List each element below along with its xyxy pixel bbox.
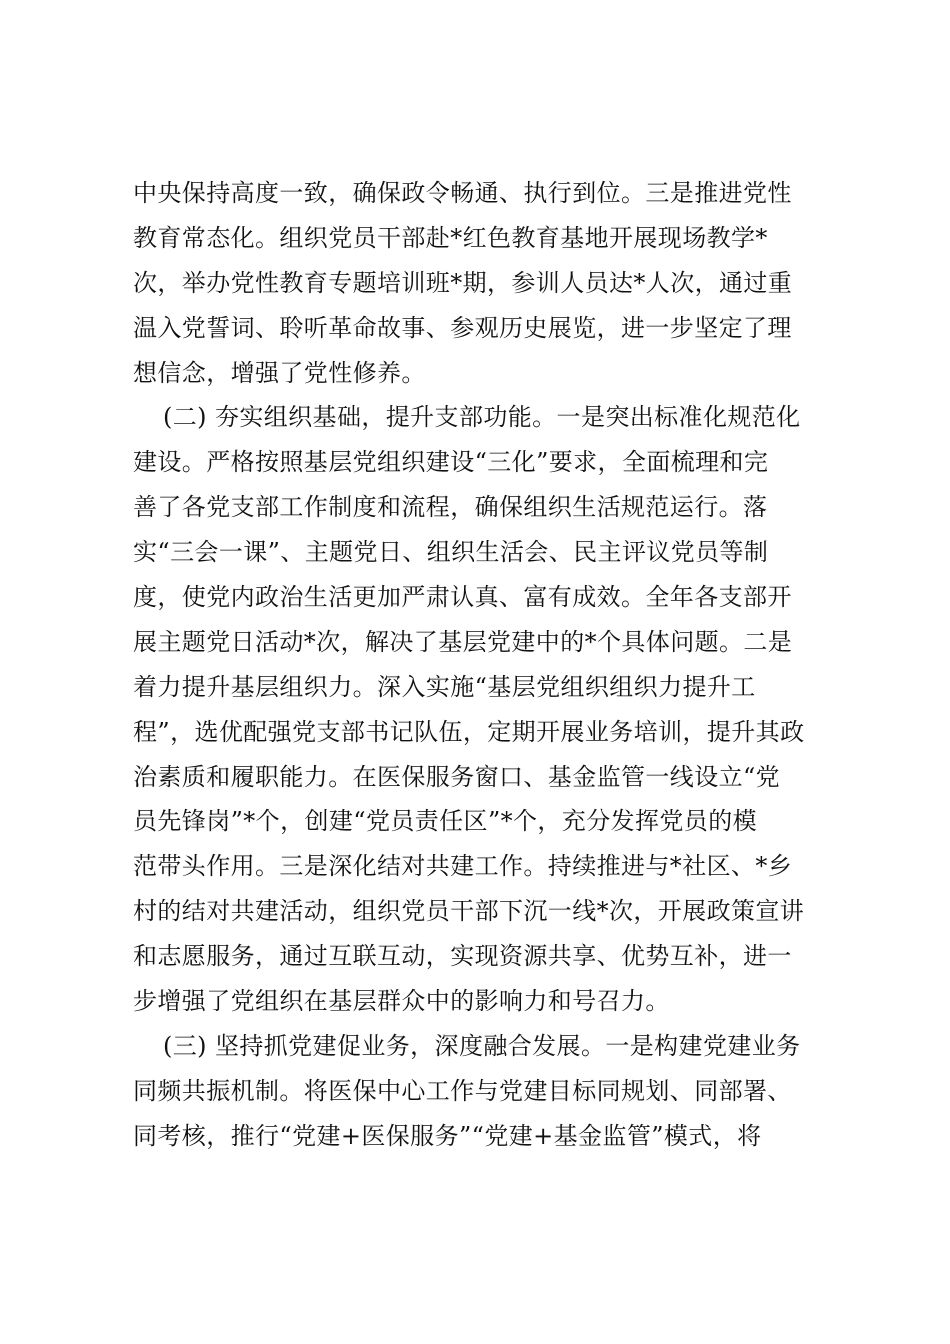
text-line: 和志愿服务，通过互联互动，实现资源共享、优势互补，进一 (133, 942, 792, 971)
text-line: 同频共振机制。将医保中心工作与党建目标同规划、同部署、 (133, 1076, 792, 1105)
text-line: 范带头作用。三是深化结对共建工作。持续推进与*社区、*乡 (133, 852, 793, 881)
text-line: 展主题党日活动*次，解决了基层党建中的*个具体问题。二是 (133, 627, 793, 656)
text-line: 教育常态化。组织党员干部赴*红色教育基地开展现场教学* (133, 223, 768, 252)
text-line: 中央保持高度一致，确保政令畅通、执行到位。三是推进党性 (133, 179, 792, 207)
text-line: 实“三会一课”、主题党日、组织生活会、民主评议党员等制 (133, 538, 769, 567)
text-line: 员先锋岗”*个，创建“党员责任区”*个，充分发挥党员的模 (133, 807, 758, 836)
text-line: 同考核，推行“党建+医保服务”“党建+基金监管”模式，将 (133, 1121, 762, 1150)
text-line: 村的结对共建活动，组织党员干部下沉一线*次，开展政策宣讲 (133, 897, 805, 926)
text-line: 程”，选优配强党支部书记队伍，定期开展业务培训，提升其政 (133, 717, 805, 746)
text-line: (三) 坚持抓党建促业务，深度融合发展。一是构建党建业务 (163, 1031, 801, 1060)
text-line: 步增强了党组织在基层群众中的影响力和号召力。 (133, 987, 670, 1016)
text-line: 善了各党支部工作制度和流程，确保组织生活规范运行。落 (133, 493, 768, 522)
text-line: 度，使党内政治生活更加严肃认真、富有成效。全年各支部开 (133, 583, 792, 612)
text-line: 次，举办党性教育专题培训班*期，参训人员达*人次，通过重 (133, 268, 793, 297)
text-line: 治素质和履职能力。在医保服务窗口、基金监管一线设立“党 (133, 762, 781, 791)
body-text (133, 171, 833, 1159)
text-line: 着力提升基层组织力。深入实施“基层党组织组织力提升工 (133, 672, 756, 701)
text-line: 温入党誓词、聆听革命故事、参观历史展览，进一步坚定了理 (133, 313, 792, 342)
text-line: 想信念，增强了党性修养。 (133, 358, 426, 387)
text-line: 建设。严格按照基层党组织建设“三化”要求，全面梳理和完 (133, 448, 769, 477)
text-line: (二) 夯实组织基础，提升支部功能。一是突出标准化规范化 (163, 403, 801, 432)
